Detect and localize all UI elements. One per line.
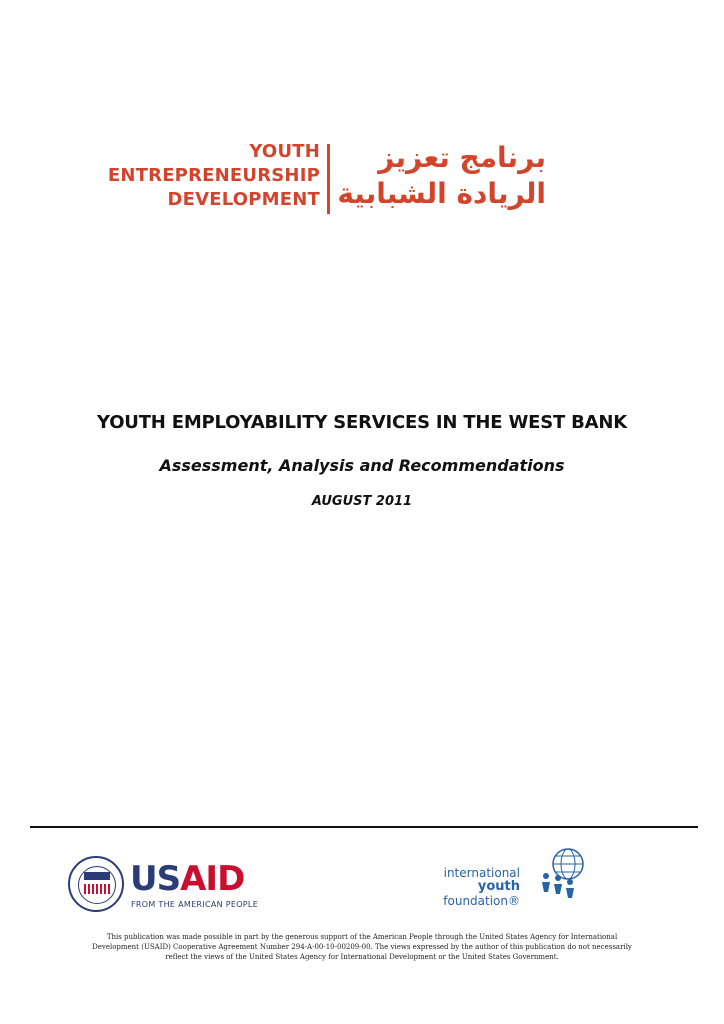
document-date: AUGUST 2011 [311, 494, 413, 509]
logo-arabic-line2: الريادة الشبابية [337, 177, 546, 210]
logo-arabic-text [336, 140, 546, 212]
iyf-logo [428, 846, 598, 916]
funding-disclaimer: This publication was made possible in part by the generous support of the American People through the United States Agency for International Development (USAID) Cooperative Agreement Number 294-A-00-10-00209-00. The views expressed by the author of this publication do not necessarily reflect the views of the United States Agency for International Development or the United States Government. [92, 933, 632, 961]
logo-arabic-line1: برنامج تعزيز [378, 141, 546, 174]
document-subtitle: Assessment, Analysis and Recommendations [159, 456, 565, 475]
usaid-wordmark [130, 860, 244, 898]
usaid-logo [68, 856, 268, 916]
logo-line-development: DEVELOPMENT [167, 189, 320, 210]
iyf-line-international: international [443, 866, 520, 880]
usaid-us: US [130, 859, 181, 899]
usaid-seal-icon [68, 856, 124, 912]
iyf-wordmark [428, 866, 520, 908]
usaid-tagline: FROM THE AMERICAN PEOPLE [131, 900, 259, 909]
usaid-aid: AID [180, 859, 245, 899]
document-title: YOUTH EMPLOYABILITY SERVICES IN THE WEST BANK [97, 412, 627, 433]
logo-english-text [108, 140, 320, 212]
logo-divider [327, 144, 330, 214]
logo-line-entrepreneurship: ENTREPRENEURSHIP [107, 165, 320, 186]
iyf-line-youth: youth [477, 879, 520, 894]
logo-line-youth: YOUTH [249, 141, 320, 162]
iyf-line-foundation: foundation® [443, 894, 520, 908]
footer-divider [30, 826, 698, 828]
globe-people-icon [536, 846, 590, 900]
yed-logo [107, 140, 560, 220]
